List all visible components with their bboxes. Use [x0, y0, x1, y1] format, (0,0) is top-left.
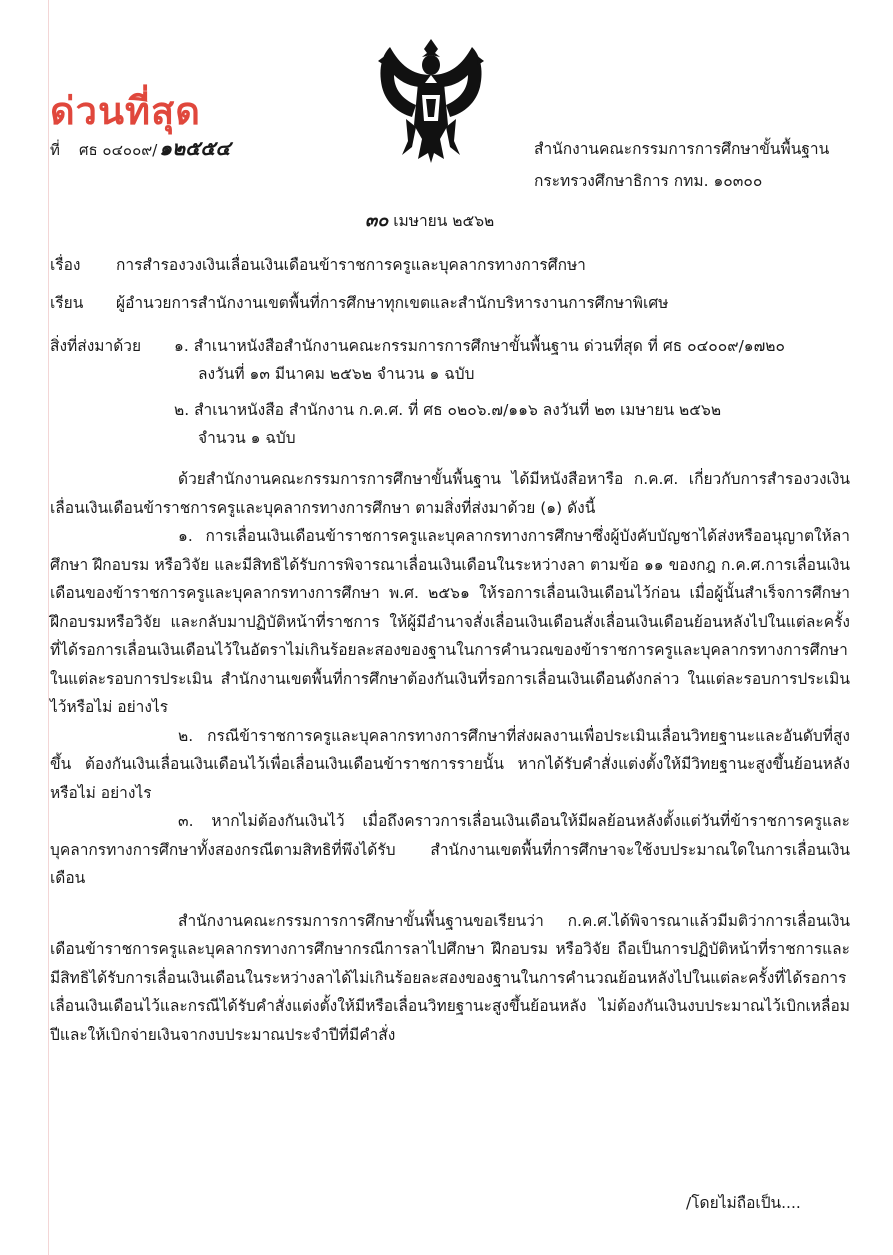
margin-rule: [48, 0, 49, 1255]
letter-body: [50, 465, 850, 1049]
body-intro-paragraph: ด้วยสำนักงานคณะกรรมการการศึกษาขั้นพื้นฐาน ได้มีหนังสือหารือ ก.ค.ศ. เกี่ยวกับการสำรองวงเงินเลื่อนเงินเดือนข้าราชการครูและบุคลากรทางการศึกษา ตามสิ่งที่ส่งมาด้วย (๑) ดังนี้: [50, 470, 850, 517]
enclosure-item: [174, 332, 785, 388]
reference-handwritten-number: ๑๒๕๕๔: [159, 136, 231, 160]
recipient-text: ผู้อำนวยการสำนักงานเขตพื้นที่การศึกษาทุกเขตและสำนักบริหารงานการศึกษาพิเศษ: [116, 294, 669, 312]
reference-prefix: ศธ ๐๔๐๐๙/: [78, 141, 158, 159]
enclosure-item-line: ลงวันที่ ๑๓ มีนาคม ๒๕๖๒ จำนวน ๑ ฉบับ: [198, 365, 475, 383]
continuation-marker: /โดยไม่ถือเป็น....: [686, 1194, 801, 1212]
body-point-2: ๒. กรณีข้าราชการครูและบุคลากรทางการศึกษาที่ส่งผลงานเพื่อประเมินเลื่อนวิทยฐานะและอันดับที่สูงขึ้น ต้องกันเงินเลื่อนเงินเดือนไว้เพื่อเลื่อนเงินเดือนข้าราชการรายนั้น หากได้รับคำสั่งแต่งตั้งให้มีวิทยฐานะสูงขึ้นย้อนหลังหรือไม่ อย่างไร: [50, 726, 850, 802]
sender-line-2: กระทรวงศึกษาธิการ กทม. ๑๐๓๐๐: [534, 172, 763, 190]
enclosure-item-line: จำนวน ๑ ฉบับ: [198, 429, 296, 447]
body-point-1: ๑. การเลื่อนเงินเดือนข้าราชการครูและบุคลากรทางการศึกษาซึ่งผู้บังคับบัญชาได้ส่งหรืออนุญาตให้ลาศึกษา ฝึกอบรม หรือวิจัย และมีสิทธิได้รับการพิจารณาเลื่อนเงินเดือนในระหว่างลา ตามข้อ ๑๑ ของกฎ ก.ค.ศ.การเลื่อนเงินเดือนของข้าราชการครูและบุคลากรทางการศึกษา พ.ศ. ๒๕๖๑ ให้รอการเลื่อนเงินเดือนไว้ก่อน เมื่อผู้นั้นสำเร็จการศึกษา ฝึกอบรมหรือวิจัย และกลับมาปฏิบัติหน้าที่ราชการ ให้ผู้มีอำนาจสั่งเลื่อนเงินเดือนสั่งเลื่อนเงินเดือนย้อนหลังไปในแต่ละครั้งที่ได้รอการเลื่อนเงินเดือนไว้ในอัตราไม่เกินร้อยละสองของฐานในการคำนวณของข้าราชการครูและบุคลากรทางการศึกษาในแต่ละรอบการประเมิน สำนักงานเขตพื้นที่การศึกษาต้องกันเงินที่รอการเลื่อนเงินเดือนดังกล่าว ในแต่ละรอบการประเมินไว้หรือไม่ อย่างไร: [50, 527, 850, 716]
reference-number: [50, 132, 231, 164]
sender-address: [534, 133, 829, 197]
enclosure-item: [174, 396, 721, 452]
date-day-handwritten: ๓๐: [365, 210, 389, 231]
body-point-3: ๓. หากไม่ต้องกันเงินไว้ เมื่อถึงคราวการเลื่อนเงินเดือนให้มีผลย้อนหลังตั้งแต่วันที่ข้าราชการครูและบุคลากรทางการศึกษาทั้งสองกรณีตามสิทธิที่พึงได้รับ สำนักงานเขตพื้นที่การศึกษาจะใช้งบประมาณใดในการเลื่อนเงินเดือน: [50, 812, 850, 887]
subject-text: การสำรองวงเงินเลื่อนเงินเดือนข้าราชการครูและบุคลากรทางการศึกษา: [116, 256, 586, 274]
recipient-label: เรียน: [50, 294, 84, 312]
garuda-emblem-icon: [372, 35, 490, 165]
date-month-year: เมษายน ๒๕๖๒: [388, 212, 495, 230]
enclosure-item-line: ๑. สำเนาหนังสือสำนักงานคณะกรรมการการศึกษาขั้นพื้นฐาน ด่วนที่สุด ที่ ศธ ๐๔๐๐๙/๑๗๒๐: [174, 337, 785, 355]
letter-date: [365, 205, 494, 234]
enclosure-item-line: ๒. สำเนาหนังสือ สำนักงาน ก.ค.ศ. ที่ ศธ ๐๒๐๖.๗/๑๑๖ ลงวันที่ ๒๓ เมษายน ๒๕๖๒: [174, 401, 722, 419]
reference-label: ที่: [50, 141, 60, 159]
subject-label: เรื่อง: [50, 256, 81, 274]
urgency-stamp: ด่วนที่สุด: [50, 88, 201, 133]
body-ruling-paragraph: สำนักงานคณะกรรมการการศึกษาขั้นพื้นฐานขอเรียนว่า ก.ค.ศ.ได้พิจารณาแล้วมีมติว่าการเลื่อนเงินเดือนข้าราชการครูและบุคลากรทางการศึกษากรณีการลาไปศึกษา ฝึกอบรม หรือวิจัย ถือเป็นการปฏิบัติหน้าที่ราชการและมีสิทธิได้รับการเลื่อนเงินเดือนในระหว่างลาได้ไม่เกินร้อยละสองของฐานในการคำนวณย้อนหลังไปในแต่ละครั้งที่ได้รอการเลื่อนเงินเดือนไว้และกรณีได้รับคำสั่งแต่งตั้งให้มีหรือเลื่อนวิทยฐานะสูงขึ้นย้อนหลัง ไม่ต้องกันเงินงบประมาณไว้เบิกเหลื่อมปีและให้เบิกจ่ายเงินจากงบประมาณประจำปีที่มีคำสั่ง: [50, 911, 850, 1044]
enclosures-label: สิ่งที่ส่งมาด้วย: [50, 337, 142, 355]
sender-line-1: สำนักงานคณะกรรมการการศึกษาขั้นพื้นฐาน: [534, 140, 830, 158]
